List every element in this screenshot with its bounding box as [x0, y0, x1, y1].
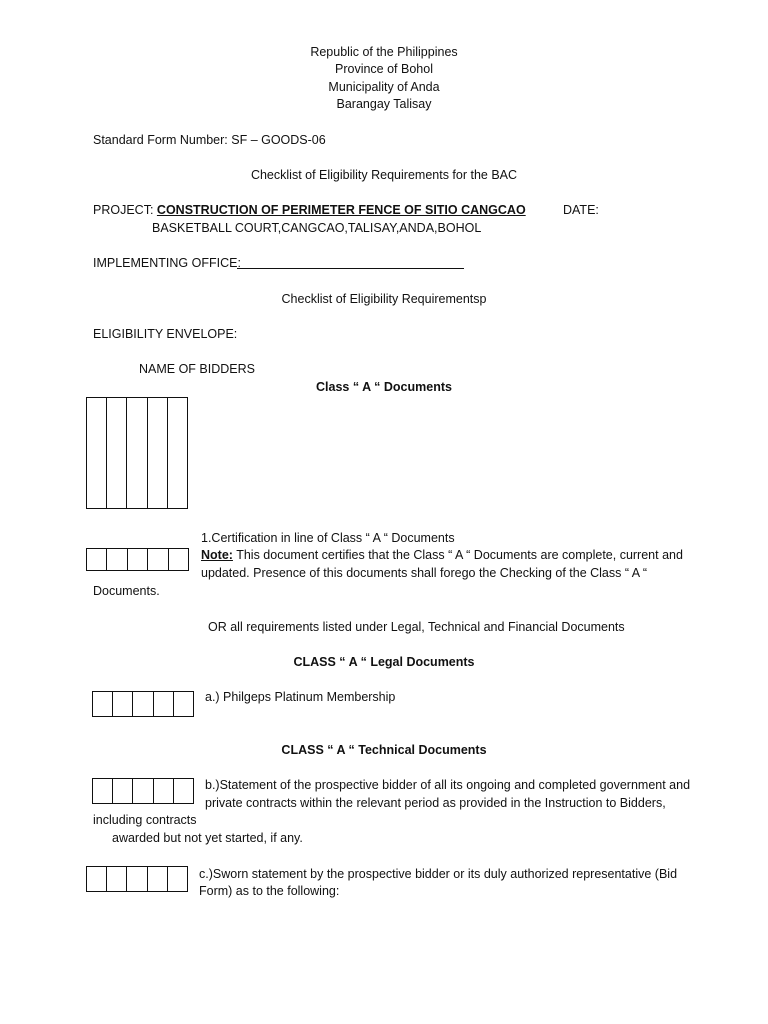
item1-title: 1.Certification in line of Class “ A “ Documents — [201, 531, 455, 545]
class-a-documents-heading: Class “ A “ Documents — [316, 380, 452, 394]
date-label: DATE: — [563, 203, 599, 217]
form-number: Standard Form Number: SF – GOODS-06 — [93, 133, 326, 147]
header-barangay: Barangay Talisay — [336, 97, 432, 111]
check-cell[interactable] — [107, 549, 127, 570]
check-cell[interactable] — [148, 549, 168, 570]
bidder-column — [168, 398, 187, 508]
checklist-subtitle: Checklist of Eligibility Requirementsp — [281, 292, 487, 306]
item-a-checkbox-row — [92, 691, 194, 717]
note-text: This document certifies that the Class “ A “ Documents are complete, current and — [232, 548, 683, 562]
item-b-checkbox-row — [92, 778, 194, 804]
item-c-checkbox-row — [86, 866, 188, 892]
implementing-office-blank-line — [237, 268, 464, 269]
check-cell[interactable] — [87, 549, 107, 570]
check-cell[interactable] — [154, 779, 174, 803]
check-cell[interactable] — [133, 779, 153, 803]
header-republic: Republic of the Philippines — [310, 45, 458, 59]
item-c-line2: Form) as to the following: — [199, 884, 340, 898]
check-cell[interactable] — [113, 779, 133, 803]
check-cell[interactable] — [87, 867, 107, 891]
item-b-line2: private contracts within the relevant period as provided in the Instruction to Bidders, — [205, 796, 666, 810]
check-cell[interactable] — [113, 692, 133, 716]
header-municipality: Municipality of Anda — [328, 80, 440, 94]
item-b-line4: awarded but not yet started, if any. — [112, 831, 303, 845]
check-cell[interactable] — [168, 867, 187, 891]
or-requirements-text: OR all requirements listed under Legal, Technical and Financial Documents — [208, 620, 625, 634]
bidder-column — [127, 398, 147, 508]
check-cell[interactable] — [128, 549, 148, 570]
check-cell[interactable] — [174, 692, 193, 716]
name-of-bidders-label: NAME OF BIDDERS — [139, 362, 255, 376]
item1-line3: Documents. — [93, 584, 160, 598]
item1-line2: updated. Presence of this documents shall forego the Checking of the Class “ A “ — [201, 566, 648, 580]
item-b-line3: including contracts — [93, 813, 197, 827]
implementing-office-label: IMPLEMENTING OFFICE: — [93, 256, 241, 270]
check-cell[interactable] — [148, 867, 168, 891]
check-cell[interactable] — [174, 779, 193, 803]
project-row — [93, 202, 526, 218]
bidder-column — [107, 398, 127, 508]
header-province: Province of Bohol — [335, 62, 433, 76]
item1-checkbox-row — [86, 548, 189, 571]
item-c-line1: c.)Sworn statement by the prospective bidder or its duly authorized representative (Bid — [199, 867, 678, 881]
check-cell[interactable] — [154, 692, 174, 716]
check-cell[interactable] — [133, 692, 153, 716]
legal-documents-heading: CLASS “ A “ Legal Documents — [293, 655, 475, 669]
bidder-columns-grid — [86, 397, 188, 509]
bidder-column — [87, 398, 107, 508]
check-cell[interactable] — [93, 779, 113, 803]
project-name-line2: BASKETBALL COURT,CANGCAO,TALISAY,ANDA,BOHOL — [152, 221, 482, 235]
technical-documents-heading: CLASS “ A “ Technical Documents — [281, 743, 487, 757]
checklist-title: Checklist of Eligibility Requirements for the BAC — [250, 168, 518, 182]
note-label: Note: — [201, 548, 233, 562]
project-name: CONSTRUCTION OF PERIMETER FENCE OF SITIO CANGCAO — [156, 203, 526, 217]
item1-note — [201, 547, 683, 563]
bidder-column — [148, 398, 168, 508]
eligibility-envelope-label: ELIGIBILITY ENVELOPE: — [93, 327, 238, 341]
project-label: PROJECT: — [93, 203, 154, 217]
item-b-line1: b.)Statement of the prospective bidder of all its ongoing and completed government and — [205, 778, 691, 792]
check-cell[interactable] — [127, 867, 147, 891]
check-cell[interactable] — [169, 549, 188, 570]
item-a-philgeps: a.) Philgeps Platinum Membership — [205, 690, 396, 704]
check-cell[interactable] — [93, 692, 113, 716]
check-cell[interactable] — [107, 867, 127, 891]
